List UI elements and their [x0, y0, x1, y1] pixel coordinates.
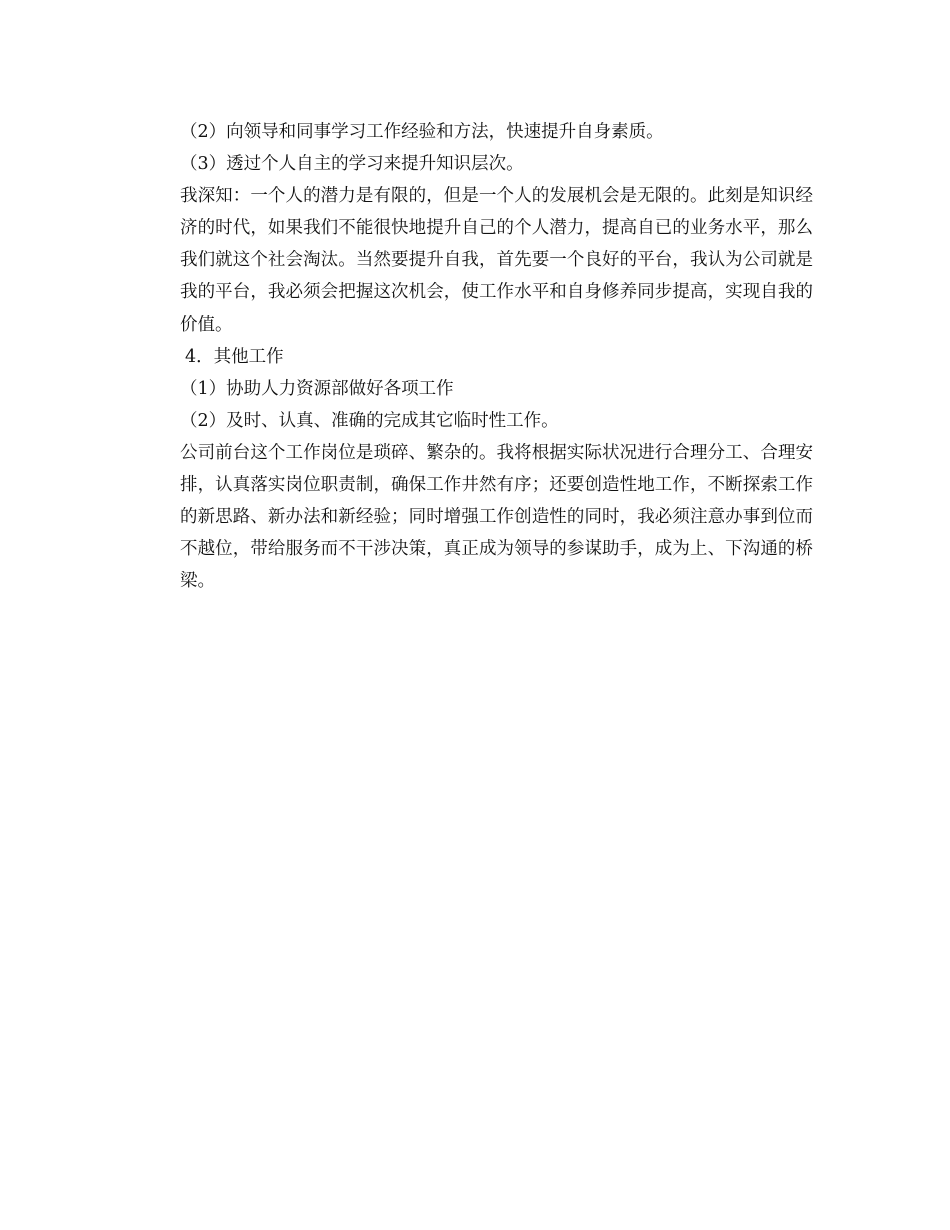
paragraph-self-study: （3）透过个人自主的学习来提升知识层次。: [180, 154, 524, 175]
heading-other-work: 4．其他工作: [185, 346, 284, 367]
paragraph-temporary-work: （2）及时、认真、准确的完成其它临时性工作。: [180, 410, 559, 431]
paragraph-study-colleagues: （2）向领导和同事学习工作经验和方法，快速提升自身素质。: [180, 122, 664, 142]
paragraph-front-desk: 公司前台这个工作岗位是琐碎、繁杂的。我将根据实际状况进行合理分工、合理安排，认真落实岗位职责制，确保工作井然有序；还要创造性地工作，不断探索工作的新思路、新办法和新经验；同时增强工作创造性的同时，我必须注意办事到位而不越位，带给服务而不干涉决策，真正成为领导的参谋助手，成为上、下沟通的桥梁。: [180, 442, 813, 592]
paragraph-potential: 我深知：一个人的潜力是有限的，但是一个人的发展机会是无限的。此刻是知识经济的时代，如果我们不能很快地提升自己的个人潜力，提高自已的业务水平，那么我们就这个社会淘汰。当然要提升自我，首先要一个良好的平台，我认为公司就是我的平台，我必须会把握这次机会，使工作水平和自身修养同步提高，实现自我的价值。: [180, 186, 813, 335]
document-body: [145, 116, 813, 597]
paragraph-assist-hr: （1）协助人力资源部做好各项工作: [180, 378, 454, 399]
